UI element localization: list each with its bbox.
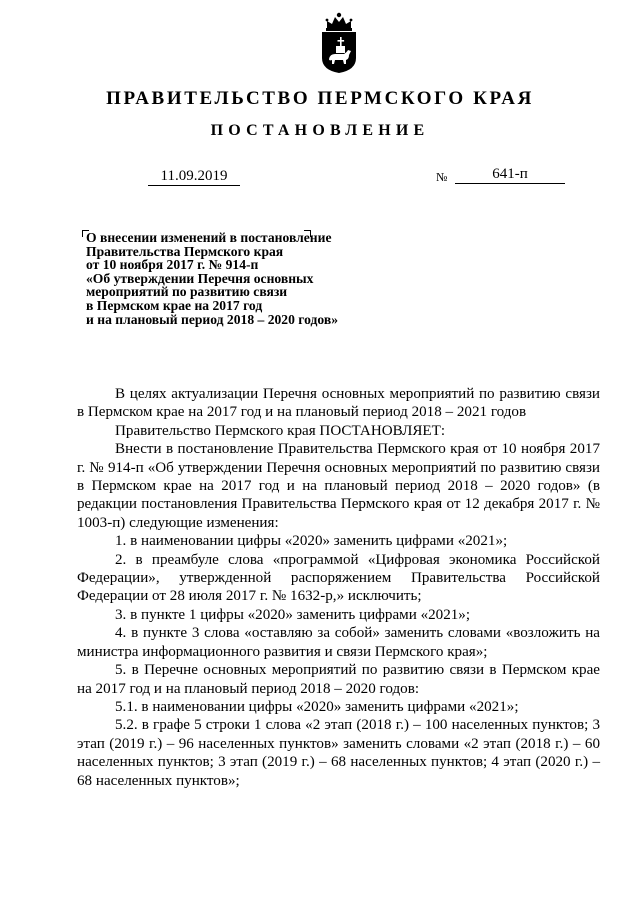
amendment-item-5: 5. в Перечне основных мероприятий по развитию связи в Пермском крае на 2017 год и на плановый период 2018 – 2020 годов: xyxy=(77,662,600,697)
coat-of-arms-icon xyxy=(318,12,360,74)
preamble-paragraph: В целях актуализации Перечня основных мероприятий по развитию связи в Пермском крае на 2017 год и на плановый период 2018 – 2021 годов xyxy=(77,386,600,421)
amendment-item-3: 3. в пункте 1 цифры «2020» заменить цифрами «2021»; xyxy=(115,606,471,623)
resolution-paragraph: Правительство Пермского края ПОСТАНОВЛЯЕТ: xyxy=(115,422,446,439)
document-date: 11.09.2019 xyxy=(148,168,240,186)
title-line: в Пермском крае на 2017 год xyxy=(86,297,263,313)
document-title xyxy=(86,231,386,326)
document-type: ПОСТАНОВЛЕНИЕ xyxy=(210,122,430,139)
title-line: и на плановый период 2018 – 2020 годов» xyxy=(86,311,339,327)
title-line: мероприятий по развитию связи xyxy=(86,284,288,300)
title-line: от 10 ноября 2017 г. № 914-п xyxy=(86,257,259,273)
title-line: О внесении изменений в постановление xyxy=(86,230,332,245)
number-sign: № xyxy=(436,170,448,184)
amendment-item-5-2: 5.2. в графе 5 строки 1 слова «2 этап (2018 г.) – 100 населенных пунктов; 3 этап (2019 г.) – 96 населенных пунктов» заменить словами «2 этап (2018 г.) – 60 населенных пунктов; 3 этап (2019 г.) – 68 населенных пунктов; 4 этап (2020 г.) – 68 населенных пунктов»; xyxy=(77,717,600,789)
document-number: 641-п xyxy=(455,166,565,184)
amendment-item-5-1: 5.1. в наименовании цифры «2020» заменить цифрами «2021»; xyxy=(115,698,519,715)
amendment-item-2: 2. в преамбуле слова «программой «Цифровая экономика Российской Федерации», утвержденной распоряжением Правительства Российской Федерации от 28 июля 2017 г. № 1632-р,» исключить; xyxy=(77,551,600,605)
title-line: Правительства Пермского края xyxy=(86,243,284,259)
issuing-authority: ПРАВИТЕЛЬСТВО ПЕРМСКОГО КРАЯ xyxy=(106,88,534,109)
title-line: «Об утверждении Перечня основных xyxy=(86,270,314,286)
document-body xyxy=(77,385,600,790)
amendment-intro-paragraph: Внести в постановление Правительства Пермского края от 10 ноября 2017 г. № 914-п «Об утверждении Перечня основных мероприятий по развитию связи в Пермском крае на 2017 год и на плановый период 2018 – 2020 годов» (в редакции постановления Правительства Пермского края от 12 декабря 2017 г. № 1003-п) следующие изменения: xyxy=(77,441,600,531)
amendment-item-4: 4. в пункте 3 слова «оставляю за собой» заменить словами «возложить на министра информационного развития и связи Пермского края»; xyxy=(77,625,600,660)
amendment-item-1: 1. в наименовании цифры «2020» заменить цифрами «2021»; xyxy=(115,533,508,550)
